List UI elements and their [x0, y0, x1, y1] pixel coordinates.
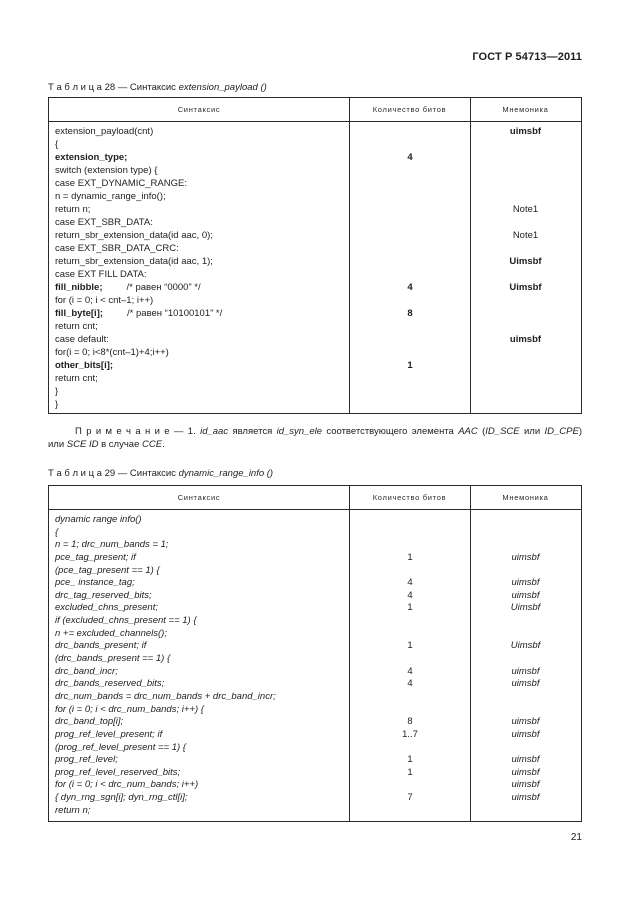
note-text: AAC [458, 426, 478, 437]
bits-cell: 1 [407, 754, 413, 766]
mnemonic-cell: uimsbf [511, 551, 540, 563]
syntax-text: excluded_chns_present; [55, 602, 158, 614]
table-row [49, 151, 581, 164]
syntax-cell [49, 805, 349, 818]
note-text: CCE [142, 439, 163, 450]
note-text: . [162, 439, 165, 450]
table-row [49, 653, 581, 666]
bits-cell [349, 372, 470, 385]
table-body [49, 122, 581, 411]
syntax-cell [49, 255, 349, 268]
syntax-cell [49, 729, 349, 742]
mnemonic-cell [470, 216, 581, 229]
syntax-cell [49, 691, 349, 704]
syntax-cell [49, 138, 349, 151]
bits-cell [349, 615, 470, 628]
bits-cell [349, 229, 470, 242]
column-header-syntax: Синтаксис [177, 493, 221, 502]
syntax-cell [49, 653, 349, 666]
syntax-text: return_sbr_extension_data(id aac, 1); [55, 256, 213, 267]
mnemonic-cell [470, 385, 581, 398]
column-divider [470, 486, 471, 821]
table-header-row [49, 486, 581, 510]
table-row [49, 320, 581, 333]
table-row [49, 678, 581, 691]
table-row [49, 125, 581, 138]
syntax-cell [49, 242, 349, 255]
note-text: SCE ID [66, 439, 99, 450]
syntax-text: for (i = 0; i < drc_num_bands; i++) [55, 779, 199, 791]
table-row [49, 398, 581, 411]
mnemonic-cell: uimsbf [511, 589, 540, 601]
bits-cell [349, 398, 470, 411]
syntax-cell [49, 565, 349, 578]
table-row [49, 666, 581, 679]
bits-cell [349, 805, 470, 818]
mnemonic-cell [470, 704, 581, 717]
bits-cell [349, 653, 470, 666]
syntax-cell [49, 767, 349, 780]
mnemonic-cell [470, 190, 581, 203]
bits-cell [349, 527, 470, 540]
mnemonic-cell [470, 742, 581, 755]
bits-cell [349, 514, 470, 527]
syntax-text: drc_bands_present; if [55, 640, 147, 652]
bits-cell: 4 [407, 152, 413, 163]
mnemonic-cell [470, 628, 581, 641]
mnemonic-cell: uimsbf [511, 792, 540, 804]
syntax-cell [49, 527, 349, 540]
syntax-cell [49, 716, 349, 729]
bits-cell [349, 779, 470, 792]
bits-cell: 8 [407, 308, 413, 319]
syntax-cell [49, 792, 349, 805]
syntax-comment: /* равен “0000” */ [126, 282, 201, 293]
syntax-cell [49, 164, 349, 177]
syntax-text: switch (extension type) { [55, 165, 158, 176]
column-header-bits: Количество битов [372, 105, 447, 114]
bits-cell [349, 742, 470, 755]
table-28-caption-function: extension_payload () [178, 82, 267, 93]
bits-cell: 1 [407, 360, 413, 371]
syntax-text: case default: [55, 334, 109, 345]
syntax-text: } [55, 386, 59, 397]
syntax-text: { [55, 139, 59, 150]
mnemonic-cell [470, 398, 581, 411]
bits-cell [349, 704, 470, 717]
syntax-text: dynamic range info() [55, 514, 142, 525]
bits-cell [349, 190, 470, 203]
column-divider [349, 98, 350, 413]
bits-cell [349, 203, 470, 216]
bits-cell [349, 691, 470, 704]
table-row [49, 216, 581, 229]
table-row [49, 602, 581, 615]
table-29-caption [48, 467, 273, 480]
syntax-text: prog_ref_level_reserved_bits; [55, 766, 181, 778]
syntax-cell [49, 754, 349, 767]
syntax-text: n = 1; drc_num_bands = 1; [55, 539, 169, 551]
bits-cell [349, 346, 470, 359]
syntax-cell [49, 640, 349, 653]
table-row [49, 754, 581, 767]
bits-cell [349, 242, 470, 255]
syntax-text: return_sbr_extension_data(id aac, 0); [55, 230, 213, 241]
syntax-text: extension_payload(cnt) [55, 126, 154, 137]
table-row [49, 792, 581, 805]
syntax-cell [49, 203, 349, 216]
table-row [49, 514, 581, 527]
table-row [49, 164, 581, 177]
mnemonic-cell: uimsbf [509, 126, 542, 137]
syntax-cell [49, 666, 349, 679]
syntax-text: other_bits[i]; [55, 360, 114, 371]
bits-cell [349, 628, 470, 641]
syntax-text: for (i = 0; i < cnt–1; i++) [55, 295, 154, 306]
table-body [49, 510, 581, 817]
mnemonic-cell: Note1 [512, 230, 539, 241]
table-row [49, 281, 581, 294]
column-divider [470, 98, 471, 413]
mnemonic-cell [470, 138, 581, 151]
syntax-text: if (excluded_chns_present == 1) { [55, 615, 197, 627]
syntax-cell [49, 372, 349, 385]
syntax-text: return cnt; [55, 321, 98, 332]
note-text: ID_SCE [485, 426, 520, 437]
syntax-text: case EXT FILL DATA: [55, 269, 147, 280]
syntax-text: n += excluded_channels(); [55, 627, 167, 639]
mnemonic-cell: uimsbf [511, 728, 540, 740]
syntax-cell [49, 346, 349, 359]
bits-cell [349, 138, 470, 151]
mnemonic-cell [470, 691, 581, 704]
bits-cell: 1 [407, 602, 413, 614]
mnemonic-cell [470, 359, 581, 372]
bits-cell: 1 [407, 551, 413, 563]
syntax-cell [49, 602, 349, 615]
mnemonic-cell [470, 164, 581, 177]
note-text: ( [477, 426, 486, 437]
mnemonic-cell [470, 346, 581, 359]
syntax-cell [49, 552, 349, 565]
mnemonic-cell [470, 615, 581, 628]
note-text: ) [578, 426, 583, 437]
table-29-caption-prefix: Т а б л и ц а 29 — Синтаксис [48, 468, 179, 479]
syntax-cell [49, 539, 349, 552]
bits-cell: 1 [407, 766, 413, 778]
syntax-text: drc_band_incr; [55, 665, 118, 677]
column-header-syntax: Синтаксис [177, 105, 221, 114]
mnemonic-cell: Note1 [512, 204, 539, 215]
table-row [49, 716, 581, 729]
syntax-text: { dyn_rng_sgn[i]; dyn_rng_ctl[i]; [55, 792, 188, 804]
bits-cell [349, 216, 470, 229]
syntax-text: extension_type; [55, 152, 128, 163]
table-row [49, 203, 581, 216]
table-28-caption-prefix: Т а б л и ц а 28 — Синтаксис [48, 82, 179, 93]
syntax-cell [49, 678, 349, 691]
syntax-cell [49, 320, 349, 333]
column-header-mnemonic: Мнемоника [502, 105, 549, 114]
syntax-cell [49, 779, 349, 792]
mnemonic-cell: Uimsbf [510, 602, 541, 614]
syntax-text: (prog_ref_level_present == 1) { [55, 741, 186, 753]
mnemonic-cell: uimsbf [509, 334, 542, 345]
syntax-text: (drc_bands_present == 1) { [55, 653, 171, 665]
mnemonic-cell [470, 307, 581, 320]
mnemonic-cell [470, 294, 581, 307]
mnemonic-cell [470, 268, 581, 281]
syntax-text: { [55, 526, 59, 538]
table-row [49, 729, 581, 742]
syntax-cell [49, 294, 349, 307]
syntax-cell [49, 628, 349, 641]
bits-cell [349, 164, 470, 177]
table-row [49, 255, 581, 268]
mnemonic-cell: Uimsbf [509, 256, 542, 267]
mnemonic-cell: uimsbf [511, 577, 540, 589]
table-row [49, 539, 581, 552]
syntax-cell [49, 514, 349, 527]
table-row [49, 565, 581, 578]
syntax-cell [49, 615, 349, 628]
note-text: id_aac [200, 426, 229, 437]
table-row [49, 628, 581, 641]
note-text: ID_CPE [544, 426, 579, 437]
table-row [49, 742, 581, 755]
mnemonic-cell [470, 372, 581, 385]
table-row [49, 242, 581, 255]
syntax-cell [49, 359, 349, 372]
table-row [49, 590, 581, 603]
syntax-cell [49, 704, 349, 717]
note-text: П р и м е ч а н и е — 1. [75, 426, 201, 437]
syntax-text: for (i = 0; i < drc_num_bands; i++) { [55, 703, 204, 715]
mnemonic-cell [470, 653, 581, 666]
syntax-cell [49, 385, 349, 398]
syntax-text: prog_ref_level_present; if [55, 728, 163, 740]
mnemonic-cell: Uimsbf [510, 640, 541, 652]
bits-cell [349, 177, 470, 190]
syntax-cell [49, 216, 349, 229]
table-row [49, 577, 581, 590]
table-row [49, 527, 581, 540]
table-row [49, 640, 581, 653]
table-row [49, 229, 581, 242]
bits-cell: 4 [407, 589, 413, 601]
table-row [49, 691, 581, 704]
bits-cell: 4 [407, 678, 413, 690]
syntax-text: return cnt; [55, 373, 98, 384]
mnemonic-cell [470, 320, 581, 333]
note-text: или [519, 426, 545, 437]
table-row [49, 307, 581, 320]
table-row [49, 359, 581, 372]
bits-cell [349, 539, 470, 552]
mnemonic-cell: uimsbf [511, 678, 540, 690]
syntax-text: case EXT_DYNAMIC_RANGE: [55, 178, 187, 189]
bits-cell [349, 125, 470, 138]
bits-cell [349, 333, 470, 346]
syntax-cell [49, 125, 349, 138]
bits-cell: 4 [407, 282, 413, 293]
mnemonic-cell: uimsbf [511, 766, 540, 778]
syntax-cell [49, 229, 349, 242]
syntax-cell [49, 398, 349, 411]
page-number: 21 [570, 832, 582, 843]
syntax-text: drc_tag_reserved_bits; [55, 589, 152, 601]
table-29 [48, 485, 582, 822]
table-row [49, 294, 581, 307]
table-row [49, 346, 581, 359]
syntax-text: return n; [55, 804, 91, 816]
note-text: соответствующего элемента [322, 426, 459, 437]
syntax-text: fill_nibble; [55, 282, 103, 293]
column-header-bits: Количество битов [372, 493, 447, 502]
syntax-text: drc_band_top[i]; [55, 716, 124, 728]
table-row [49, 268, 581, 281]
column-header-mnemonic: Мнемоника [502, 493, 549, 502]
syntax-text: case EXT_SBR_DATA: [55, 217, 153, 228]
syntax-comment: /* равен “10100101” */ [127, 308, 223, 319]
mnemonic-cell [470, 514, 581, 527]
syntax-text: for(i = 0; i<8*(cnt–1)+4;i++) [55, 347, 169, 358]
bits-cell: 4 [407, 577, 413, 589]
syntax-text: pce_ instance_tag; [55, 577, 135, 589]
syntax-text: return n; [55, 204, 91, 215]
syntax-text: fill_byte[i]; [55, 308, 104, 319]
table-row [49, 190, 581, 203]
table-row [49, 767, 581, 780]
bits-cell [349, 320, 470, 333]
syntax-text: drc_num_bands = drc_num_bands + drc_band_incr; [55, 690, 276, 702]
syntax-cell [49, 281, 349, 294]
syntax-cell [49, 151, 349, 164]
syntax-text: n = dynamic_range_info(); [55, 191, 166, 202]
table-row [49, 704, 581, 717]
syntax-cell [49, 190, 349, 203]
table-row [49, 385, 581, 398]
bits-cell [349, 565, 470, 578]
syntax-text: case EXT_SBR_DATA_CRC: [55, 243, 179, 254]
mnemonic-cell [470, 527, 581, 540]
table-row [49, 138, 581, 151]
syntax-text: prog_ref_level; [55, 754, 118, 766]
mnemonic-cell [470, 151, 581, 164]
table-header-row [49, 98, 581, 122]
syntax-text: } [55, 399, 59, 410]
mnemonic-cell: uimsbf [511, 665, 540, 677]
mnemonic-cell: uimsbf [511, 754, 540, 766]
bits-cell [349, 255, 470, 268]
table-28-caption [48, 81, 267, 94]
table-row [49, 779, 581, 792]
syntax-cell [49, 577, 349, 590]
bits-cell [349, 385, 470, 398]
table-row [49, 615, 581, 628]
document-id: ГОСТ Р 54713—2011 [472, 51, 582, 63]
table-row [49, 552, 581, 565]
note-text: или [48, 439, 67, 450]
note-line [48, 438, 165, 451]
syntax-cell [49, 307, 349, 320]
mnemonic-cell: Uimsbf [509, 282, 542, 293]
syntax-cell [49, 333, 349, 346]
table-29-caption-function: dynamic_range_info () [178, 468, 274, 479]
syntax-text: drc_bands_reserved_bits; [55, 678, 165, 690]
syntax-cell [49, 742, 349, 755]
note-text: в случае [98, 439, 143, 450]
bits-cell: 1..7 [402, 728, 418, 740]
mnemonic-cell [470, 565, 581, 578]
note-line [75, 425, 582, 438]
table-row [49, 333, 581, 346]
mnemonic-cell [470, 242, 581, 255]
table-28 [48, 97, 582, 414]
bits-cell [349, 268, 470, 281]
column-divider [349, 486, 350, 821]
syntax-text: (pce_tag_present == 1) { [55, 564, 160, 576]
table-row [49, 177, 581, 190]
table-row [49, 372, 581, 385]
syntax-cell [49, 177, 349, 190]
mnemonic-cell [470, 805, 581, 818]
bits-cell [349, 294, 470, 307]
note-text: id_syn_ele [276, 426, 322, 437]
bits-cell: 1 [407, 640, 413, 652]
syntax-text: pce_tag_present; if [55, 551, 136, 563]
table-row [49, 805, 581, 818]
mnemonic-cell [470, 539, 581, 552]
mnemonic-cell: uimsbf [511, 779, 540, 791]
syntax-cell [49, 590, 349, 603]
bits-cell: 8 [407, 716, 413, 728]
mnemonic-cell [470, 177, 581, 190]
syntax-cell [49, 268, 349, 281]
bits-cell: 4 [407, 665, 413, 677]
note-text: является [228, 426, 277, 437]
mnemonic-cell: uimsbf [511, 716, 540, 728]
bits-cell: 7 [407, 792, 413, 804]
